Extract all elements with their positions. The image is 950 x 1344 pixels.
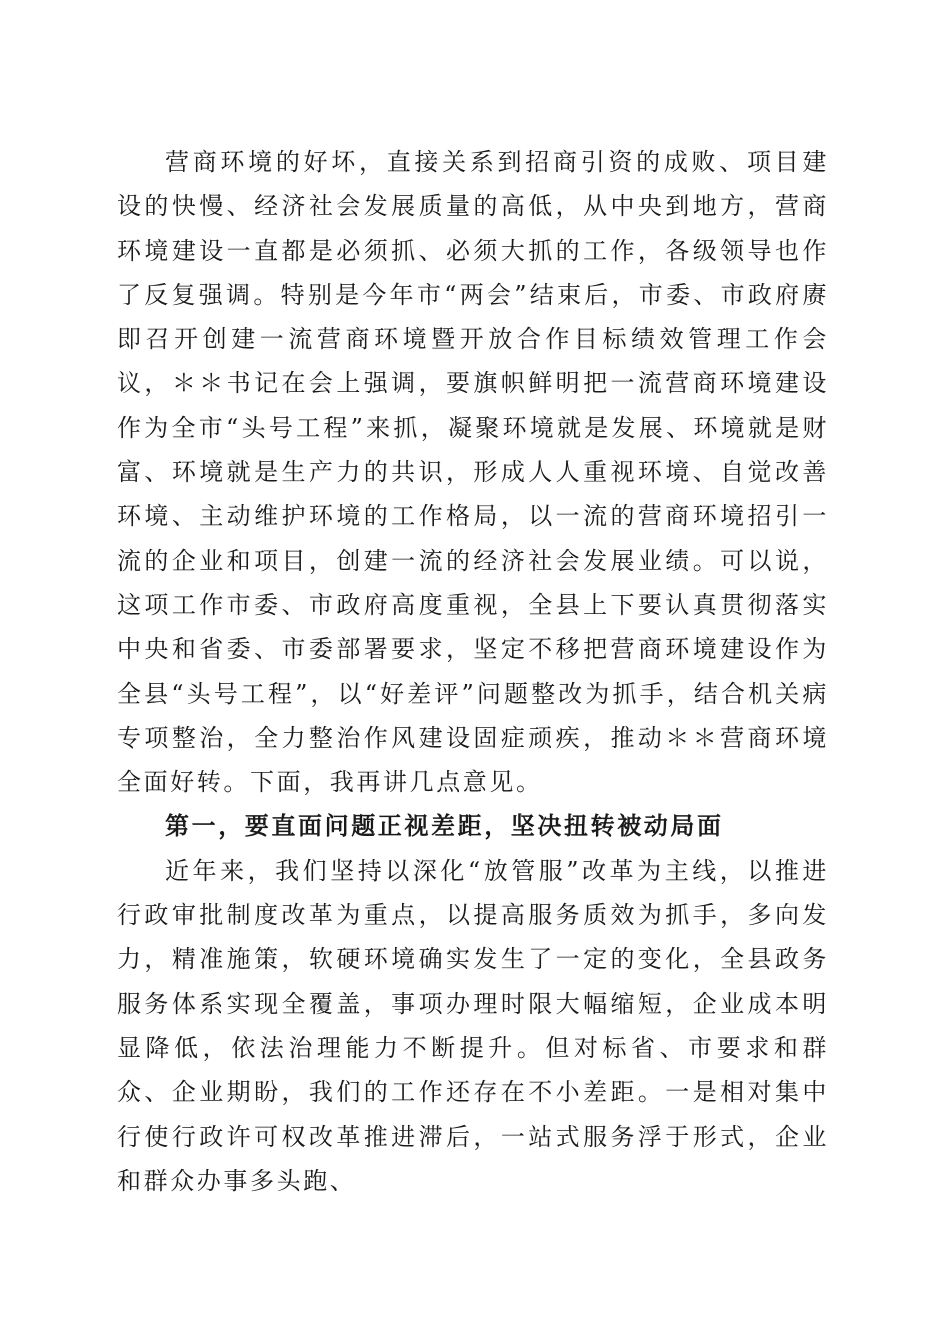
paragraph-intro: 营商环境的好坏，直接关系到招商引资的成败、项目建设的快慢、经济社会发展质量的高低，从中央到地方，营商环境建设一直都是必须抓、必须大抓的工作，各级领导也作了反复强调。特别是今年市“两会”结束后，市委、市政府赓即召开创建一流营商环境暨开放合作目标绩效管理工作会议，＊＊书记在会上强调，要旗帜鲜明把一流营商环境建设作为全市“头号工程”来抓，凝聚环境就是发展、环境就是财富、环境就是生产力的共识，形成人人重视环境、自觉改善环境、主动维护环境的工作格局，以一流的营商环境招引一流的企业和项目，创建一流的经济社会发展业绩。可以说，这项工作市委、市政府高度重视，全县上下要认真贯彻落实中央和省委、市委部署要求，坚定不移把营商环境建设作为全县“头号工程”，以“好差评”问题整改为抓手，结合机关病专项整治，全力整治作风建设固症顽疾，推动＊＊营商环境全面好转。下面，我再讲几点意见。 — [117, 148, 829, 797]
section-heading-first: 第一，要直面问题正视差距，坚决扭转被动局面 — [165, 811, 724, 841]
paragraph-first-section: 近年来，我们坚持以深化“放管服”改革为主线，以推进行政审批制度改革为重点，以提高服务质效为抓手，多向发力，精准施策，软硬环境确实发生了一定的变化，全县政务服务体系实现全覆盖，事项办理时限大幅缩短，企业成本明显降低，依法治理能力不断提升。但对标省、市要求和群众、企业期盼，我们的工作还存在不小差距。一是相对集中行使行政许可权改革推进滞后，一站式服务浮于形式，企业和群众办事多头跑、 — [117, 856, 829, 1195]
document-body — [117, 140, 829, 1203]
